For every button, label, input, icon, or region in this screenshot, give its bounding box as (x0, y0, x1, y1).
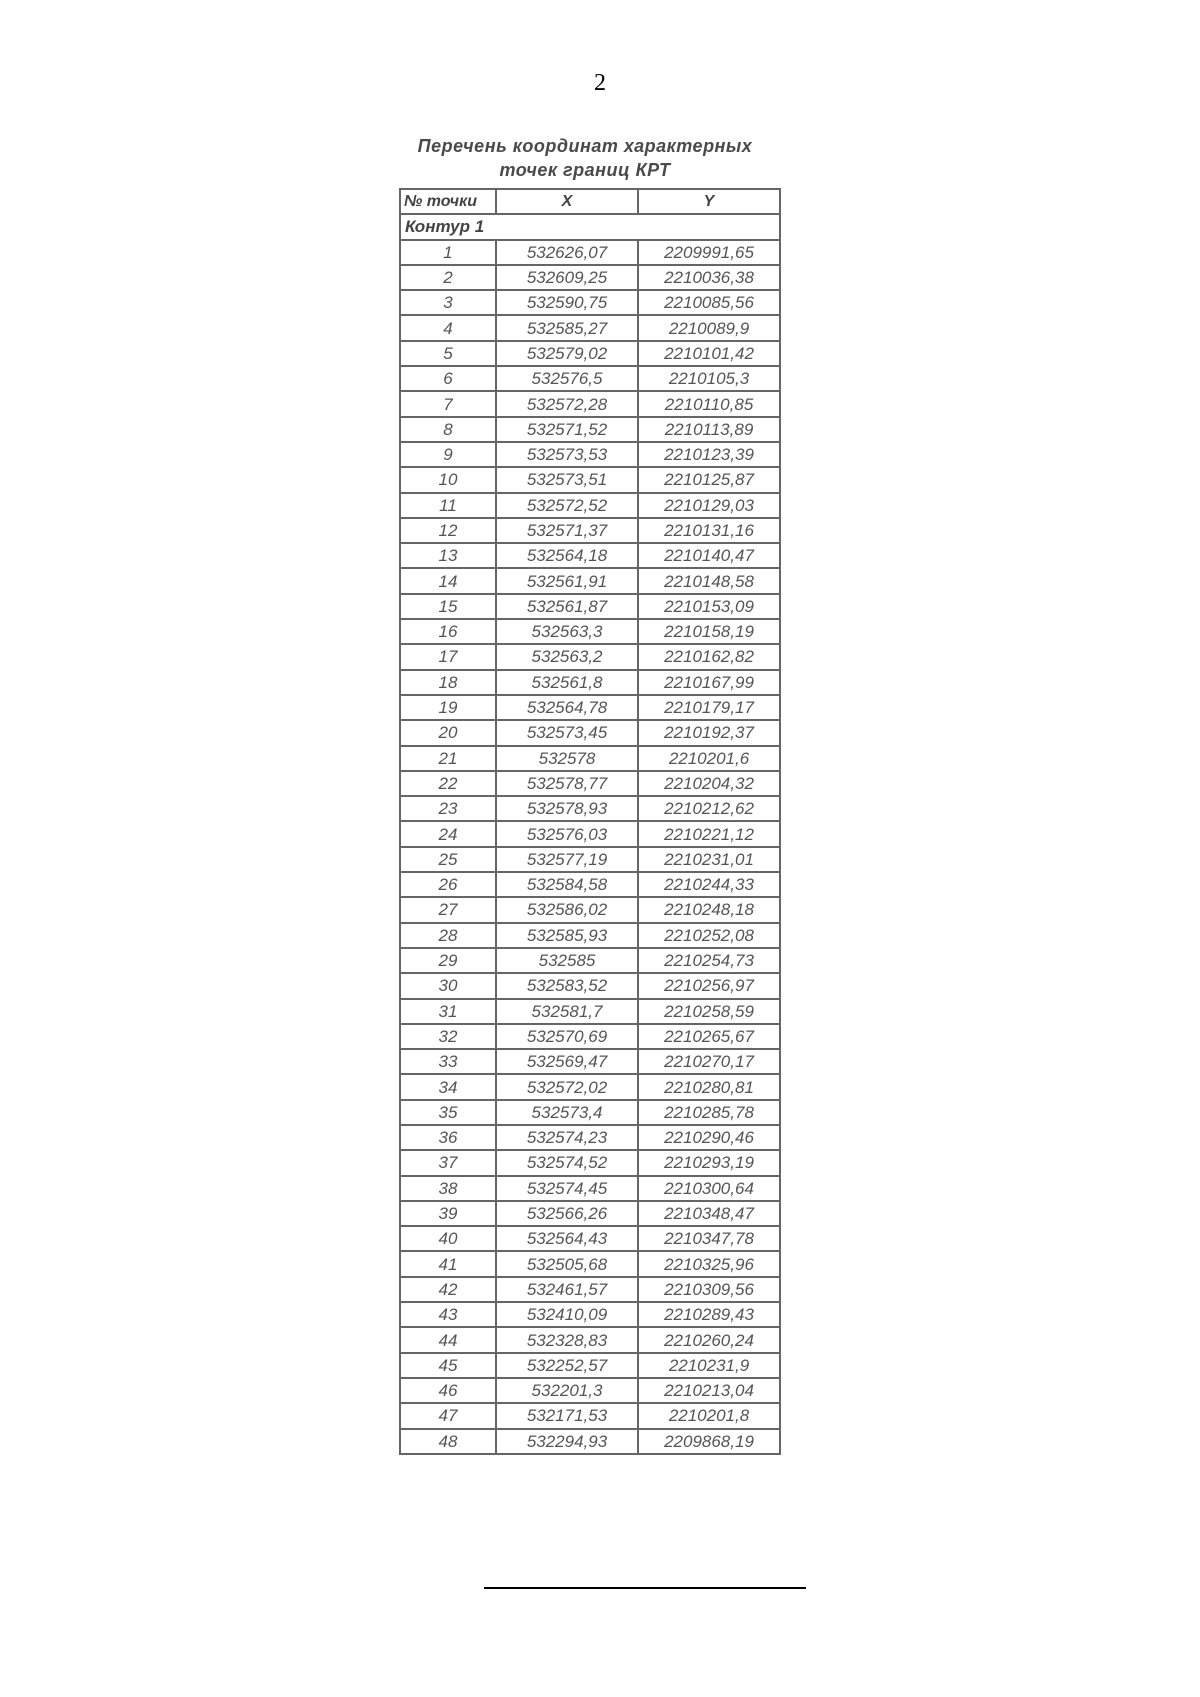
table-row (400, 847, 780, 872)
point-number-cell: 43 (400, 1302, 496, 1327)
x-coordinate-cell: 532571,52 (496, 417, 638, 442)
y-coordinate-cell: 2210101,42 (638, 341, 780, 366)
point-number-cell: 28 (400, 923, 496, 948)
point-number-cell: 29 (400, 948, 496, 973)
table-row (400, 543, 780, 568)
point-number-cell: 46 (400, 1378, 496, 1403)
point-number-cell: 35 (400, 1100, 496, 1125)
x-coordinate-cell: 532563,2 (496, 644, 638, 669)
table-row (400, 695, 780, 720)
point-number-cell: 6 (400, 366, 496, 391)
table-row (400, 518, 780, 543)
point-number-cell: 2 (400, 265, 496, 290)
footer-rule (484, 1587, 806, 1589)
x-coordinate-cell: 532572,28 (496, 391, 638, 416)
y-coordinate-cell: 2210089,9 (638, 315, 780, 340)
table-body (400, 214, 780, 1454)
y-coordinate-cell: 2210162,82 (638, 644, 780, 669)
y-coordinate-cell: 2210270,17 (638, 1049, 780, 1074)
point-number-cell: 44 (400, 1327, 496, 1352)
x-coordinate-cell: 532573,51 (496, 467, 638, 492)
x-coordinate-cell: 532569,47 (496, 1049, 638, 1074)
table-row (400, 796, 780, 821)
table-row (400, 1049, 780, 1074)
table-row (400, 1125, 780, 1150)
table-row (400, 1251, 780, 1276)
x-coordinate-cell: 532576,5 (496, 366, 638, 391)
x-coordinate-cell: 532579,02 (496, 341, 638, 366)
x-coordinate-cell: 532171,53 (496, 1403, 638, 1428)
x-coordinate-cell: 532578 (496, 746, 638, 771)
table-row (400, 594, 780, 619)
y-coordinate-cell: 2210148,58 (638, 568, 780, 593)
y-coordinate-cell: 2210123,39 (638, 442, 780, 467)
table-row (400, 366, 780, 391)
table-row (400, 240, 780, 265)
y-coordinate-cell: 2210153,09 (638, 594, 780, 619)
y-coordinate-cell: 2210260,24 (638, 1327, 780, 1352)
table-row (400, 1302, 780, 1327)
point-number-cell: 23 (400, 796, 496, 821)
table-row (400, 948, 780, 973)
y-coordinate-cell: 2210179,17 (638, 695, 780, 720)
x-coordinate-cell: 532584,58 (496, 872, 638, 897)
table-row (400, 923, 780, 948)
table-header-row (400, 189, 780, 214)
table-row (400, 341, 780, 366)
y-coordinate-cell: 2210221,12 (638, 821, 780, 846)
x-coordinate-cell: 532294,93 (496, 1429, 638, 1454)
y-coordinate-cell: 2210252,08 (638, 923, 780, 948)
table-row (400, 1024, 780, 1049)
header-point-number: № точки (400, 189, 496, 214)
point-number-cell: 41 (400, 1251, 496, 1276)
point-number-cell: 32 (400, 1024, 496, 1049)
table-row (400, 973, 780, 998)
point-number-cell: 14 (400, 568, 496, 593)
y-coordinate-cell: 2210285,78 (638, 1100, 780, 1125)
point-number-cell: 38 (400, 1176, 496, 1201)
y-coordinate-cell: 2210325,96 (638, 1251, 780, 1276)
x-coordinate-cell: 532410,09 (496, 1302, 638, 1327)
y-coordinate-cell: 2210231,9 (638, 1353, 780, 1378)
y-coordinate-cell: 2210085,56 (638, 290, 780, 315)
y-coordinate-cell: 2210231,01 (638, 847, 780, 872)
x-coordinate-cell: 532578,93 (496, 796, 638, 821)
table-row (400, 1378, 780, 1403)
x-coordinate-cell: 532571,37 (496, 518, 638, 543)
x-coordinate-cell: 532572,02 (496, 1074, 638, 1099)
table-row (400, 265, 780, 290)
point-number-cell: 45 (400, 1353, 496, 1378)
x-coordinate-cell: 532590,75 (496, 290, 638, 315)
y-coordinate-cell: 2210140,47 (638, 543, 780, 568)
y-coordinate-cell: 2210280,81 (638, 1074, 780, 1099)
x-coordinate-cell: 532609,25 (496, 265, 638, 290)
point-number-cell: 4 (400, 315, 496, 340)
y-coordinate-cell: 2209868,19 (638, 1429, 780, 1454)
point-number-cell: 20 (400, 720, 496, 745)
table-row (400, 391, 780, 416)
x-coordinate-cell: 532328,83 (496, 1327, 638, 1352)
x-coordinate-cell: 532573,45 (496, 720, 638, 745)
point-number-cell: 11 (400, 493, 496, 518)
point-number-cell: 33 (400, 1049, 496, 1074)
x-coordinate-cell: 532561,87 (496, 594, 638, 619)
table-row (400, 1403, 780, 1428)
table-row (400, 644, 780, 669)
y-coordinate-cell: 2210293,19 (638, 1150, 780, 1175)
point-number-cell: 30 (400, 973, 496, 998)
point-number-cell: 16 (400, 619, 496, 644)
x-coordinate-cell: 532252,57 (496, 1353, 638, 1378)
y-coordinate-cell: 2210289,43 (638, 1302, 780, 1327)
table-row (400, 720, 780, 745)
contour-row (400, 214, 780, 239)
x-coordinate-cell: 532561,8 (496, 670, 638, 695)
table-row (400, 1150, 780, 1175)
x-coordinate-cell: 532570,69 (496, 1024, 638, 1049)
point-number-cell: 25 (400, 847, 496, 872)
x-coordinate-cell: 532577,19 (496, 847, 638, 872)
y-coordinate-cell: 2210105,3 (638, 366, 780, 391)
y-coordinate-cell: 2210309,56 (638, 1277, 780, 1302)
x-coordinate-cell: 532576,03 (496, 821, 638, 846)
y-coordinate-cell: 2210256,97 (638, 973, 780, 998)
point-number-cell: 39 (400, 1201, 496, 1226)
y-coordinate-cell: 2209991,65 (638, 240, 780, 265)
point-number-cell: 26 (400, 872, 496, 897)
x-coordinate-cell: 532573,53 (496, 442, 638, 467)
y-coordinate-cell: 2210244,33 (638, 872, 780, 897)
y-coordinate-cell: 2210131,16 (638, 518, 780, 543)
x-coordinate-cell: 532578,77 (496, 771, 638, 796)
point-number-cell: 1 (400, 240, 496, 265)
point-number-cell: 7 (400, 391, 496, 416)
table-row (400, 1176, 780, 1201)
x-coordinate-cell: 532583,52 (496, 973, 638, 998)
y-coordinate-cell: 2210265,67 (638, 1024, 780, 1049)
x-coordinate-cell: 532586,02 (496, 897, 638, 922)
table-row (400, 897, 780, 922)
point-number-cell: 17 (400, 644, 496, 669)
point-number-cell: 15 (400, 594, 496, 619)
point-number-cell: 13 (400, 543, 496, 568)
y-coordinate-cell: 2210212,62 (638, 796, 780, 821)
table-row (400, 290, 780, 315)
y-coordinate-cell: 2210254,73 (638, 948, 780, 973)
table-row (400, 999, 780, 1024)
table-row (400, 1353, 780, 1378)
x-coordinate-cell: 532572,52 (496, 493, 638, 518)
point-number-cell: 21 (400, 746, 496, 771)
point-number-cell: 19 (400, 695, 496, 720)
table-title-line-1: Перечень координат характерных (417, 136, 753, 156)
y-coordinate-cell: 2210192,37 (638, 720, 780, 745)
point-number-cell: 47 (400, 1403, 496, 1428)
y-coordinate-cell: 2210167,99 (638, 670, 780, 695)
y-coordinate-cell: 2210125,87 (638, 467, 780, 492)
point-number-cell: 31 (400, 999, 496, 1024)
x-coordinate-cell: 532566,26 (496, 1201, 638, 1226)
point-number-cell: 37 (400, 1150, 496, 1175)
point-number-cell: 8 (400, 417, 496, 442)
y-coordinate-cell: 2210347,78 (638, 1226, 780, 1251)
y-coordinate-cell: 2210213,04 (638, 1378, 780, 1403)
y-coordinate-cell: 2210113,89 (638, 417, 780, 442)
x-coordinate-cell: 532626,07 (496, 240, 638, 265)
table-row (400, 821, 780, 846)
x-coordinate-cell: 532574,52 (496, 1150, 638, 1175)
y-coordinate-cell: 2210300,64 (638, 1176, 780, 1201)
table-row (400, 1100, 780, 1125)
y-coordinate-cell: 2210204,32 (638, 771, 780, 796)
point-number-cell: 5 (400, 341, 496, 366)
y-coordinate-cell: 2210158,19 (638, 619, 780, 644)
table-row (400, 1201, 780, 1226)
table-row (400, 619, 780, 644)
point-number-cell: 42 (400, 1277, 496, 1302)
table-row (400, 1429, 780, 1454)
point-number-cell: 3 (400, 290, 496, 315)
point-number-cell: 10 (400, 467, 496, 492)
table-row (400, 467, 780, 492)
table-row (400, 417, 780, 442)
y-coordinate-cell: 2210290,46 (638, 1125, 780, 1150)
x-coordinate-cell: 532564,18 (496, 543, 638, 568)
table-row (400, 315, 780, 340)
y-coordinate-cell: 2210248,18 (638, 897, 780, 922)
point-number-cell: 24 (400, 821, 496, 846)
x-coordinate-cell: 532585,27 (496, 315, 638, 340)
x-coordinate-cell: 532563,3 (496, 619, 638, 644)
y-coordinate-cell: 2210201,6 (638, 746, 780, 771)
table-row (400, 1226, 780, 1251)
table-row (400, 1074, 780, 1099)
y-coordinate-cell: 2210348,47 (638, 1201, 780, 1226)
y-coordinate-cell: 2210201,8 (638, 1403, 780, 1428)
table-row (400, 568, 780, 593)
table-row (400, 670, 780, 695)
point-number-cell: 48 (400, 1429, 496, 1454)
header-y: Y (638, 189, 780, 214)
table-row (400, 1277, 780, 1302)
table-title-line-2: точек границ КРТ (499, 160, 671, 180)
table-row (400, 493, 780, 518)
x-coordinate-cell: 532573,4 (496, 1100, 638, 1125)
coordinates-table (399, 188, 781, 1455)
point-number-cell: 12 (400, 518, 496, 543)
x-coordinate-cell: 532564,78 (496, 695, 638, 720)
contour-label: Контур 1 (400, 214, 780, 239)
x-coordinate-cell: 532461,57 (496, 1277, 638, 1302)
x-coordinate-cell: 532585 (496, 948, 638, 973)
table-row (400, 771, 780, 796)
table-row (400, 442, 780, 467)
table-row (400, 1327, 780, 1352)
point-number-cell: 34 (400, 1074, 496, 1099)
y-coordinate-cell: 2210258,59 (638, 999, 780, 1024)
point-number-cell: 9 (400, 442, 496, 467)
x-coordinate-cell: 532585,93 (496, 923, 638, 948)
y-coordinate-cell: 2210129,03 (638, 493, 780, 518)
point-number-cell: 22 (400, 771, 496, 796)
x-coordinate-cell: 532505,68 (496, 1251, 638, 1276)
x-coordinate-cell: 532574,23 (496, 1125, 638, 1150)
table-row (400, 746, 780, 771)
x-coordinate-cell: 532581,7 (496, 999, 638, 1024)
point-number-cell: 36 (400, 1125, 496, 1150)
x-coordinate-cell: 532201,3 (496, 1378, 638, 1403)
table-title (401, 134, 769, 182)
header-x: X (496, 189, 638, 214)
table-row (400, 872, 780, 897)
point-number-cell: 40 (400, 1226, 496, 1251)
y-coordinate-cell: 2210036,38 (638, 265, 780, 290)
y-coordinate-cell: 2210110,85 (638, 391, 780, 416)
page-number: 2 (594, 70, 606, 96)
x-coordinate-cell: 532574,45 (496, 1176, 638, 1201)
point-number-cell: 27 (400, 897, 496, 922)
point-number-cell: 18 (400, 670, 496, 695)
x-coordinate-cell: 532564,43 (496, 1226, 638, 1251)
x-coordinate-cell: 532561,91 (496, 568, 638, 593)
